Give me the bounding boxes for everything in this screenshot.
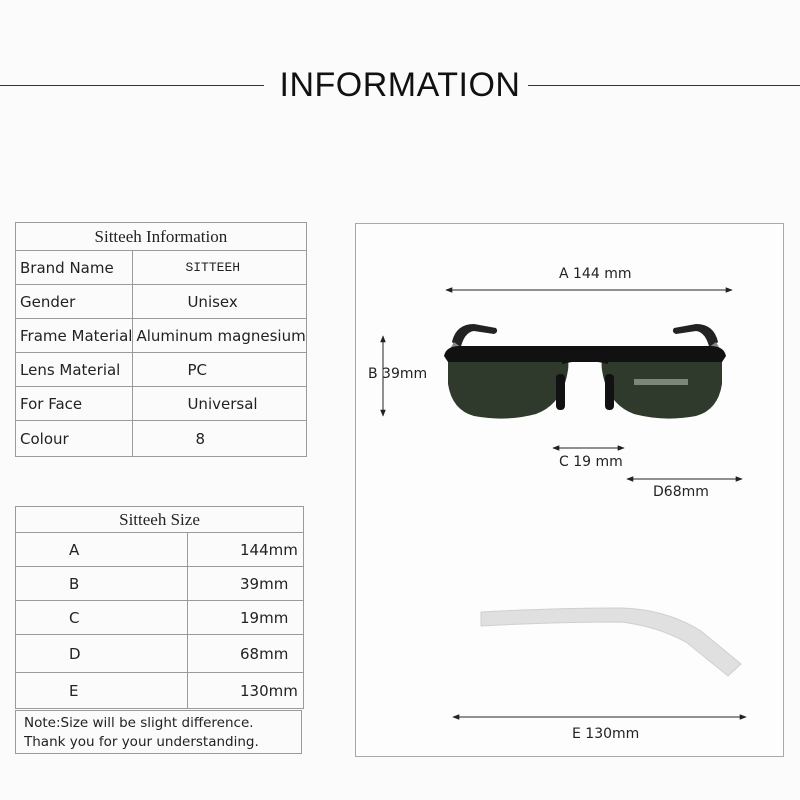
size-label: D — [16, 635, 188, 673]
info-value: Unisex — [133, 285, 306, 319]
temple-arm-image — [481, 608, 741, 676]
size-label: A — [16, 533, 188, 567]
dimension-diagram-panel — [355, 223, 784, 757]
info-label: Lens Material — [16, 353, 133, 387]
table-row — [16, 421, 307, 457]
info-table-caption: Sitteeh Information — [16, 223, 307, 251]
table-row — [16, 601, 304, 635]
info-value: Aluminum magnesium — [133, 319, 306, 353]
size-value: 144mm — [188, 533, 304, 567]
size-value: 19mm — [188, 601, 304, 635]
size-note — [15, 710, 302, 754]
note-line-1: Note:Size will be slight difference. — [24, 715, 254, 731]
size-table — [15, 506, 304, 709]
info-table — [15, 222, 307, 457]
note-line-2: Thank you for your understanding. — [24, 734, 259, 750]
table-row — [16, 285, 307, 319]
dimension-a-label: A 144 mm — [559, 266, 632, 282]
table-row — [16, 533, 304, 567]
sunglasses-diagram — [356, 224, 783, 756]
table-row — [16, 635, 304, 673]
info-value: PC — [133, 353, 306, 387]
sunglasses-front-image — [444, 324, 726, 419]
table-row — [16, 251, 307, 285]
size-label: B — [16, 567, 188, 601]
info-label: Colour — [16, 421, 133, 457]
dimension-e-label: E 130mm — [572, 726, 640, 742]
info-label: Frame Material — [16, 319, 133, 353]
size-value: 68mm — [188, 635, 304, 673]
size-value: 39mm — [188, 567, 304, 601]
table-row — [16, 353, 307, 387]
dimension-d-label: D68mm — [653, 484, 709, 500]
info-label: For Face — [16, 387, 133, 421]
table-row — [16, 567, 304, 601]
table-row — [16, 387, 307, 421]
table-row — [16, 673, 304, 709]
page-title: INFORMATION — [279, 66, 521, 104]
info-value: SITTEEH — [133, 251, 306, 285]
size-label: E — [16, 673, 188, 709]
dimension-c-label: C 19 mm — [559, 454, 623, 470]
info-label: Gender — [16, 285, 133, 319]
dimension-b-label: B 39mm — [368, 366, 428, 382]
size-table-caption: Sitteeh Size — [16, 507, 304, 533]
size-value: 130mm — [188, 673, 304, 709]
table-row — [16, 319, 307, 353]
info-value: Universal — [133, 387, 306, 421]
info-value: 8 — [133, 421, 306, 457]
size-label: C — [16, 601, 188, 635]
info-label: Brand Name — [16, 251, 133, 285]
